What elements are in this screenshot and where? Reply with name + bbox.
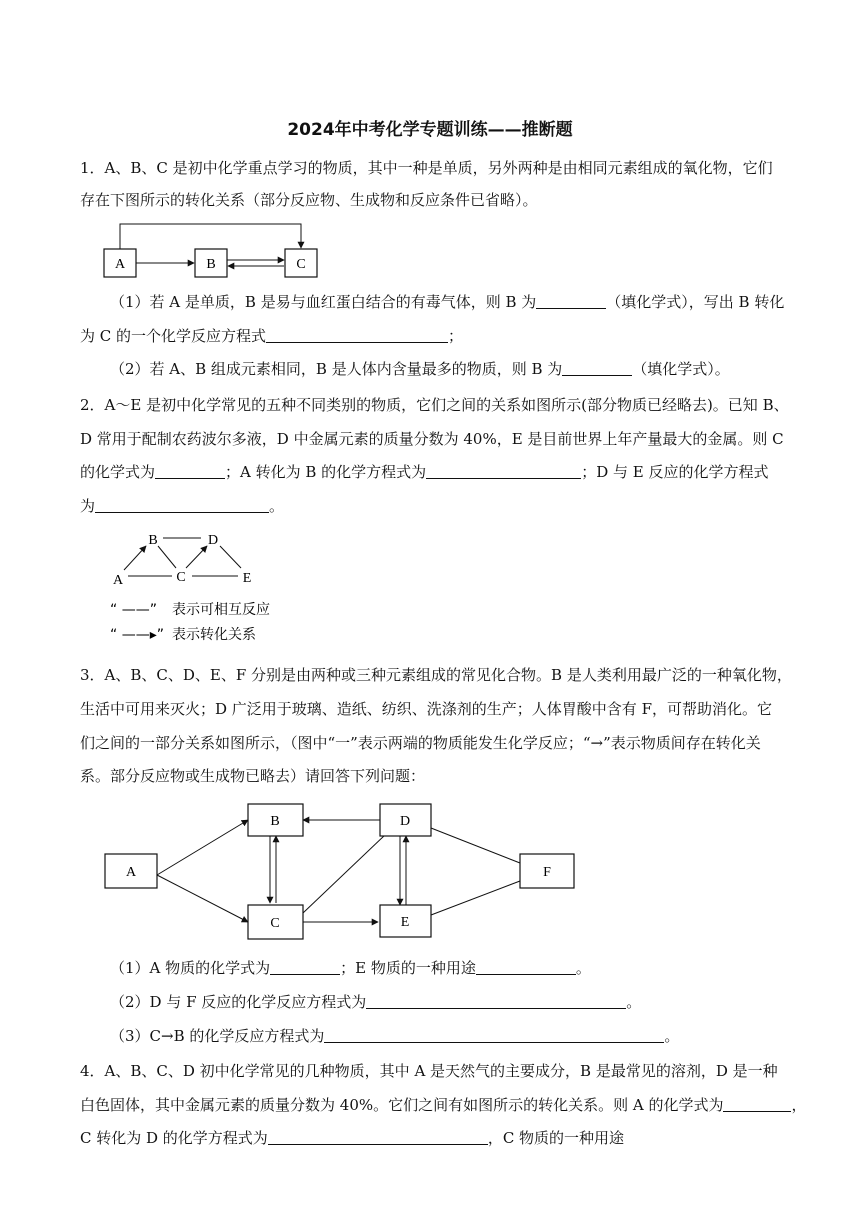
q3-sub1-text-b: ；E 物质的一种用途 <box>340 959 476 977</box>
q2-link-b-c <box>158 546 176 568</box>
q2-node-d: D <box>207 533 219 548</box>
q2-text-d-e: ；D 与 E 反应的化学方程式 <box>581 463 769 481</box>
q2-diagram <box>100 528 300 648</box>
q3-link-e-f <box>431 881 520 915</box>
q2-blank-c-formula[interactable] <box>155 463 225 479</box>
q1-node-a-label: A <box>114 257 126 272</box>
q1-sub1-blank-equation[interactable] <box>266 327 448 343</box>
q4-text-line1: 4．A、B、C、D 初中化学常见的几种物质，其中 A 是天然气的主要成分，B 是最常见的溶剂，D 是一种 <box>80 1062 778 1080</box>
q2-text-line2: D 常用于配制农药波尔多液，D 中金属元素的质量分数为 40%，E 是目前世界上年产量最大的金属。则 C <box>80 430 784 448</box>
q1-sub1-text-b: （填化学式），写出 B 转化 <box>606 293 785 311</box>
q2-text-c-formula: 的化学式为 <box>80 463 156 481</box>
q1-sub1-text-c: 为 C 的一个化学反应方程式 <box>80 327 267 345</box>
q1-text-line2: 存在下图所示的转化关系（部分反应物、生成物和反应条件已省略）。 <box>80 191 538 209</box>
q4-text-line2 <box>80 1095 807 1115</box>
q1-text-line1: 1．A、B、C 是初中化学重点学习的物质，其中一种是单质，另外两种是由相同元素组成的氧化物，它们 <box>80 159 773 177</box>
q1-sub1-text-d: ； <box>448 327 464 345</box>
q3-sub3-blank[interactable] <box>324 1027 664 1043</box>
page-title: 2024年中考化学专题训练——推断题 <box>287 120 573 140</box>
q3-sub2-text-b: 。 <box>626 993 642 1011</box>
q3-text-line2: 生活中可用来灭火；D 广泛用于玻璃、造纸、纺织、洗涤剂的生产；人体胃酸中含有 F，可帮助消化。它 <box>80 700 772 718</box>
q2-text-a-to-b: ；A 转化为 B 的化学方程式为 <box>225 463 427 481</box>
q4-text-c-to-d: C 转化为 D 的化学方程式为 <box>80 1129 268 1147</box>
q3-text-line1: 3．A、B、C、D、E、F 分别是由两种或三种元素组成的常见化合物。B 是人类利用最广泛的一种氧化物， <box>80 666 792 684</box>
q2-text-line4 <box>80 496 284 516</box>
q1-sub2-blank-b[interactable] <box>562 360 632 376</box>
q2-node-a: A <box>112 573 124 588</box>
q2-arrow-c-d <box>186 546 207 568</box>
q2-link-d-e <box>220 546 241 568</box>
q2-arrow-a-b <box>124 546 146 570</box>
q3-node-a: A <box>125 865 137 880</box>
q1-sub1-blank-b[interactable] <box>536 293 606 309</box>
q2-blank-d-e[interactable] <box>95 497 269 513</box>
q4-text-c-use: ，C 物质的一种用途 <box>487 1129 625 1147</box>
q1-sub1-line1 <box>110 292 784 312</box>
q3-sub3-text-a: （3）C→B 的化学反应方程式为 <box>110 1027 325 1045</box>
q3-node-c: C <box>270 916 280 931</box>
q1-diagram <box>100 218 340 280</box>
q3-sub1-text-c: 。 <box>575 959 591 977</box>
q3-link-c-d <box>303 835 385 913</box>
q2-legend1-symbol: “ ——” <box>110 602 157 618</box>
q1-node-c-label: C <box>296 257 306 272</box>
q3-sub3-text-b: 。 <box>664 1027 680 1045</box>
q3-node-d: D <box>399 814 411 829</box>
q2-text-wei: 为 <box>80 497 96 515</box>
q3-sub2-text-a: （2）D 与 F 反应的化学反应方程式为 <box>110 993 367 1011</box>
q3-sub2-line <box>110 992 641 1012</box>
q1-sub1-line2 <box>80 326 463 346</box>
q1-arrow-a-c <box>120 224 301 249</box>
q4-blank-a-formula[interactable] <box>723 1096 791 1112</box>
q3-arrow-a-b <box>157 820 248 875</box>
q3-link-d-f <box>431 828 520 863</box>
q2-legend2-symbol: “ ——▸” <box>110 627 164 643</box>
q1-sub2-text-a: （2）若 A、B 组成元素相同，B 是人体内含量最多的物质，则 B 为 <box>110 360 563 378</box>
q2-legend1-text: 表示可相互反应 <box>172 602 270 618</box>
q4-text-a-formula: 白色固体，其中金属元素的质量分数为 40%。它们之间有如图所示的转化关系。则 A 的化学式为 <box>80 1096 724 1114</box>
q1-sub2-line <box>110 359 730 379</box>
q2-text-end: 。 <box>269 497 285 515</box>
q3-sub1-text-a: （1）A 物质的化学式为 <box>110 959 271 977</box>
q1-sub2-text-b: （填化学式）。 <box>632 360 730 378</box>
q1-node-b-label: B <box>206 257 216 272</box>
q3-sub1-blank-a[interactable] <box>270 959 340 975</box>
q3-diagram <box>100 795 590 950</box>
q3-sub1-blank-e[interactable] <box>476 959 576 975</box>
q3-sub1-line <box>110 958 591 978</box>
q2-node-c: C <box>176 570 186 585</box>
q3-sub2-blank[interactable] <box>366 993 626 1009</box>
q4-blank-c-to-d[interactable] <box>268 1129 488 1145</box>
q4-text-comma: ， <box>791 1096 807 1114</box>
q3-text-line4: 系。部分反应物或生成物已略去）请回答下列问题： <box>80 767 426 785</box>
q1-sub1-text-a: （1）若 A 是单质，B 是易与血红蛋白结合的有毒气体，则 B 为 <box>110 293 537 311</box>
q2-text-line3 <box>80 462 768 482</box>
q2-legend2-text: 表示转化关系 <box>172 627 256 643</box>
q3-node-b: B <box>270 814 280 829</box>
q3-node-e: E <box>400 915 410 930</box>
q3-sub3-line <box>110 1026 679 1046</box>
q3-node-f: F <box>543 865 551 880</box>
q2-blank-a-to-b[interactable] <box>426 463 581 479</box>
q3-arrow-a-c <box>157 875 248 922</box>
q4-text-line3 <box>80 1128 624 1148</box>
q2-node-e: E <box>242 571 252 586</box>
q2-node-b: B <box>148 533 158 548</box>
q3-text-line3: 们之间的一部分关系如图所示，（图中“一”表示两端的物质能发生化学反应；“→”表示物质间存在转化关 <box>80 734 761 752</box>
q2-text-line1: 2．A～E 是初中化学常见的五种不同类别的物质，它们之间的关系如图所示(部分物质已经略去)。已知 B、 <box>80 396 789 414</box>
